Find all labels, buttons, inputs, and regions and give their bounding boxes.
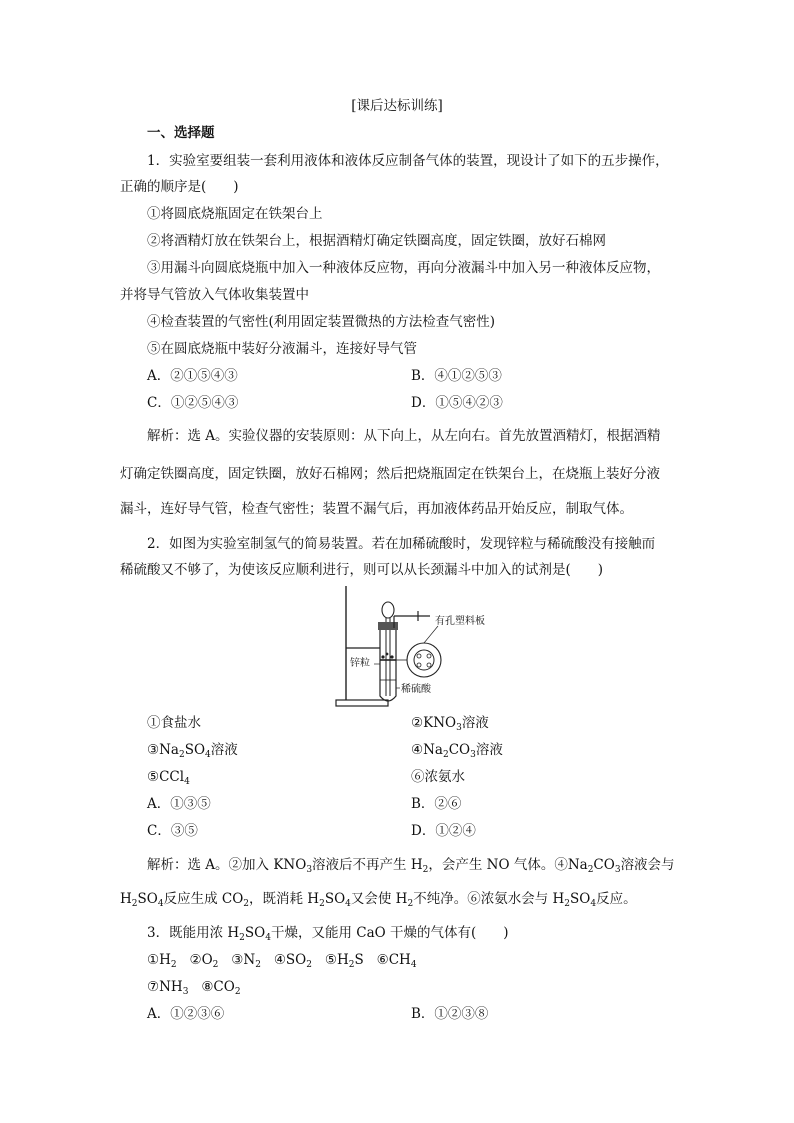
q1-step3-line2: 并将导气管放入气体收集装置中 — [120, 287, 309, 303]
plate-hole — [427, 663, 431, 667]
q2-option-c: C．③⑤ — [147, 823, 198, 839]
gas-2: $②O_2$ — [189, 952, 219, 970]
plate-label-leader — [424, 626, 438, 643]
q2-reagent-1: ①食盐水 — [147, 715, 201, 731]
q2-reagent-4: $④Na_2CO_3$溶液 — [411, 742, 503, 760]
q3-gas-list-line2 — [147, 978, 241, 996]
q1-analysis-line2: 灯确定铁圈高度，固定铁圈，放好石棉网；然后把烧瓶固定在铁架台上，在烧瓶上装好分液 — [120, 466, 660, 482]
q2-stem-line2: 稀硫酸又不够了，为使该反应顺利进行，则可以从长颈漏斗中加入的试剂是( ) — [120, 562, 604, 578]
plate-hole — [427, 654, 431, 658]
q1-step4: ④检查装置的气密性(利用固定装置微热的方法检查气密性) — [147, 314, 496, 330]
rubber-stopper — [378, 622, 398, 630]
zinc-granule — [386, 653, 389, 656]
q3-stem: 3．既能用浓 $H_2SO_4$干燥，又能用 CaO 干燥的气体有( ) — [147, 925, 509, 943]
q1-option-a: A．②①⑤④③ — [147, 368, 238, 384]
q3-option-b: B．①②③⑧ — [411, 1006, 489, 1022]
magnified-plate-inner — [414, 650, 434, 670]
gas-6: $⑥CH_4$ — [376, 952, 417, 970]
test-tube — [380, 630, 396, 701]
label-dilute-acid: 稀硫酸 — [401, 684, 431, 695]
label-perforated-plate: 有孔塑料板 — [435, 616, 485, 627]
funnel-bulb — [382, 602, 394, 618]
q2-reagent-2: $②KNO_3$溶液 — [411, 715, 489, 733]
q1-analysis-line3: 漏斗，连好导气管，检查气密性；装置不漏气后，再加液体药品开始反应，制取气体。 — [120, 501, 633, 517]
gas-5: $⑤H_2S$ — [324, 952, 364, 970]
q3-option-a: A．①②③⑥ — [147, 1006, 225, 1022]
q1-option-b: B．④①②⑤③ — [411, 368, 502, 384]
q1-stem-line2: 正确的顺序是( ) — [120, 179, 239, 195]
q2-stem-line1: 2．如图为实验室制氢气的简易装置。若在加稀硫酸时，发现锌粒与稀硫酸没有接触而 — [147, 536, 656, 552]
q1-step5: ⑤在圆底烧瓶中装好分液漏斗，连接好导气管 — [147, 341, 417, 357]
q1-option-c: C．①②⑤④③ — [147, 395, 239, 411]
q1-analysis-line1: 解析：选 A。实验仪器的安装原则：从下向上，从左向右。首先放置酒精灯，根据酒精 — [147, 428, 661, 444]
q2-reagent-3: $③Na_2SO_4$溶液 — [147, 742, 238, 760]
q1-step1: ①将圆底烧瓶固定在铁架台上 — [147, 206, 323, 222]
gas-1: $①H_2$ — [147, 952, 177, 970]
q2-option-d: D．①②④ — [411, 823, 476, 839]
q3-gas-list-line1 — [147, 951, 417, 969]
gas-4: $④SO_2$ — [273, 952, 312, 970]
gas-8: $⑧CO_2$ — [201, 979, 241, 997]
zinc-granule — [381, 655, 384, 658]
zinc-granule — [390, 655, 393, 658]
gas-3: $③N_2$ — [231, 952, 261, 970]
q2-option-a: A．①③⑤ — [147, 796, 211, 812]
q2-analysis-line2: $H_2SO_4$反应生成 $CO_2$，既消耗 $H_2SO_4$又会使 $H_2$不纯净。⑥浓氨水会与 $H_2SO_4$反应。 — [120, 891, 637, 909]
hydrogen-apparatus-figure — [334, 584, 494, 710]
section-heading: 一、选择题 — [147, 125, 215, 141]
page-title: [课后达标训练] — [351, 98, 443, 114]
q2-reagent-6: ⑥浓氨水 — [411, 769, 465, 785]
plate-hole — [417, 654, 421, 658]
q1-step2: ②将酒精灯放在铁架台上，根据酒精灯确定铁圈高度，固定铁圈，放好石棉网 — [147, 233, 606, 249]
q2-analysis-line1: 解析：选 A。②加入 $KNO_3$溶液后不再产生 $H_2$，会产生 NO 气体。$④Na_2CO_3$溶液会与 — [147, 857, 675, 875]
plate-hole — [417, 663, 421, 667]
q1-stem-line1: 1．实验室要组装一套利用液体和液体反应制备气体的装置，现设计了如下的五步操作， — [147, 153, 669, 169]
q1-option-d: D．①⑤④②③ — [411, 395, 503, 411]
magnified-plate-circle — [407, 643, 441, 677]
q1-step3-line1: ③用漏斗向圆底烧瓶中加入一种液体反应物，再向分液漏斗中加入另一种液体反应物， — [147, 260, 660, 276]
q2-reagent-5: ⑤CCl$_4$ — [147, 769, 190, 787]
gas-7: $⑦NH_3$ — [147, 979, 189, 997]
label-zinc: 锌粒 — [350, 658, 370, 669]
stand-base — [336, 700, 388, 706]
q2-option-b: B．②⑥ — [411, 796, 462, 812]
